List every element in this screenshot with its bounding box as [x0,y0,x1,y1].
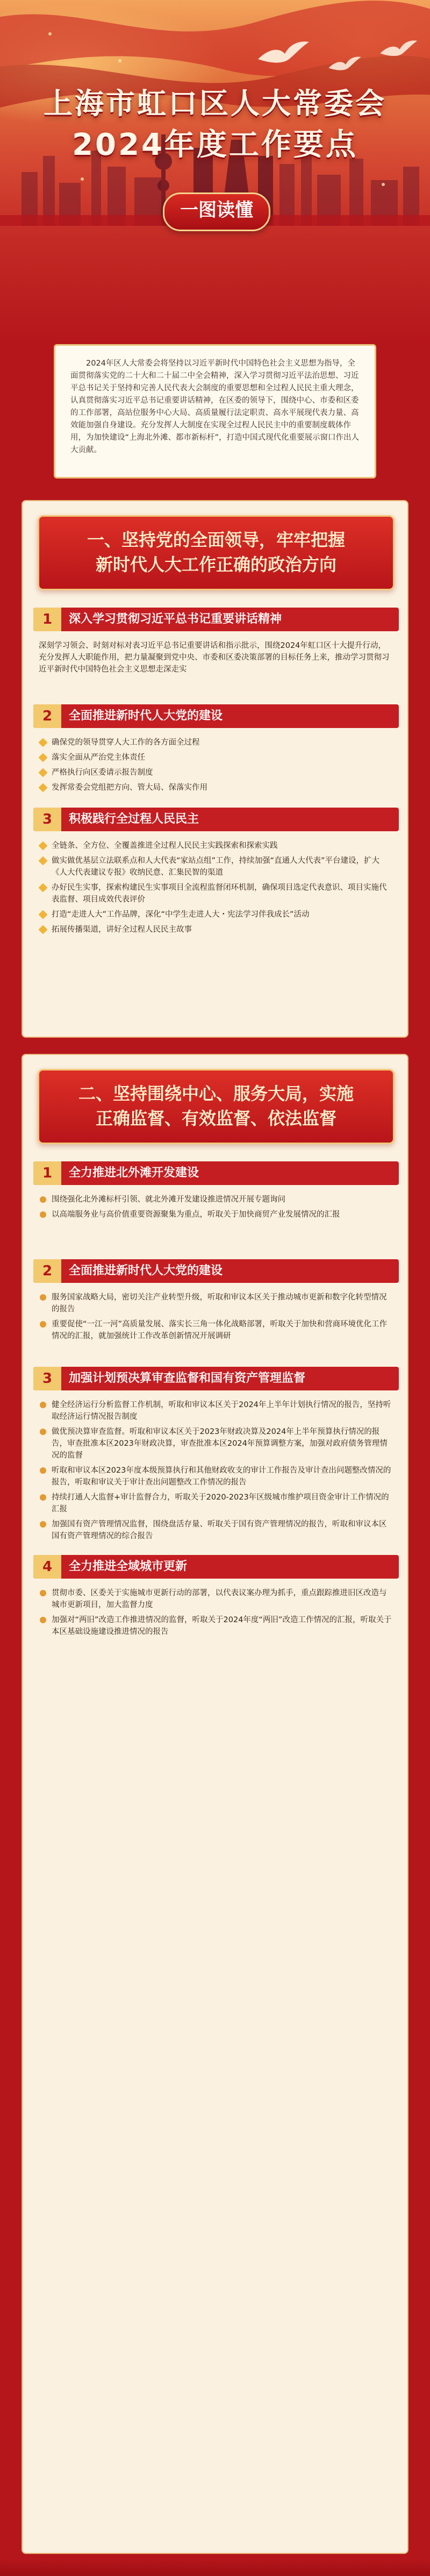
list-item: 落实全面从严治党主体责任 [39,752,393,763]
subsection-number: 1 [33,1161,61,1185]
sparkle-icon [81,177,84,181]
circle-bullet-icon [40,1321,46,1328]
subsection-title: 全力推进全域城市更新 [69,1560,188,1573]
diamond-bullet-icon [39,738,48,747]
read-at-a-glance-badge: 一图读懂 [163,192,270,231]
diamond-bullet-icon [39,883,48,893]
bullet-list [39,1399,393,1545]
subsection-title: 加强计划预决算审查监督和国有资产管理监督 [69,1372,306,1385]
circle-bullet-icon [40,1521,46,1528]
list-item: 贯彻市委、区委关于实施城市更新行动的部署，以代表议案办理为抓手，重点跟踪推进旧区改造与城市更新项目，加大监督力度 [39,1587,393,1611]
list-item: 发挥常委会党组把方向、管大局、保落实作用 [39,782,393,794]
circle-bullet-icon [40,1590,46,1596]
sparkle-icon [118,59,121,62]
header-banner [0,0,430,344]
list-item: 办好民生实事，探索构建民生实事项目全流程监督闭环机制，确保项目选定代表意识、项目实施代表监督、项目成效代表评价 [39,882,393,905]
list-item: 围绕强化北外滩标杆引领、就北外滩开发建设推进情况开展专题询问 [39,1194,393,1205]
bullet-list [39,840,393,939]
subsection-header [33,704,399,728]
list-item: 打造“走进人大”工作品牌，深化“中学生走进人大・宪法学习伴我成长”活动 [39,909,393,920]
diamond-bullet-icon [39,768,48,777]
subsection-title: 深入学习贯彻习近平总书记重要讲话精神 [69,612,282,626]
list-item: 听取和审议本区2023年度本级预算执行和其他财政收支的审计工作报告及审计查出问题整改情况的报告，听取和审议关于审计查出问题整改工作情况的报告 [39,1465,393,1488]
circle-bullet-icon [40,1402,46,1408]
sparkle-icon [382,183,385,186]
section-heading-line: 新时代人大工作正确的政治方向 [95,554,336,575]
diamond-bullet-icon [39,841,48,851]
footer-strip [0,2559,430,2576]
subsection-header [33,808,399,831]
section-political-direction [22,500,408,1038]
page-title: 上海市虹口区人大常委会 [44,87,386,120]
list-item: 做优预决算审查监督。听取和审议本区关于2023年财政决算及2024年上半年预算执行情况的报告，审查批准本区2023年财政决算，审查批准本区2024年预算调整方案，加强对政府债务管理情况的监督 [39,1426,393,1461]
circle-bullet-icon [40,1429,46,1435]
subsection-number: 3 [33,808,61,831]
subsection-number: 1 [33,608,61,631]
sparkle-icon [48,32,52,35]
diamond-bullet-icon [39,910,48,919]
subsection-title: 积极践行全过程人民民主 [69,812,199,826]
list-item: 确保党的领导贯穿人大工作的各方面全过程 [39,737,393,748]
subsection-number: 2 [33,1259,61,1283]
circle-bullet-icon [40,1617,46,1623]
bullet-list [39,1587,393,1641]
dove-icon [325,54,363,75]
subsection-body: 深刻学习领会、时刻对标对表习近平总书记重要讲话和指示批示，围绕2024年虹口区十大提升行动，充分发挥人大职能作用，把力量凝聚到党中央、市委和区委决策部署的目标任务上来，推动学习贯彻习近平新时代中国特色社会主义思想走深走实 [39,641,390,674]
list-item: 加强对“两旧”改造工作推进情况的监督，听取关于2024年度“两旧”改造工作情况的汇报，听取关于本区基础设施建设推进情况的报告 [39,1614,393,1638]
list-item: 严格执行向区委请示报告制度 [39,767,393,779]
diamond-bullet-icon [39,925,48,934]
subsection-header [33,1161,399,1185]
list-item: 重要促使“一江一河”高质量发展、落实长三角一体化战略部署，听取关于加快和营商环境优化工作情况的汇报，就加强统计工作改革创新情况开展调研 [39,1318,393,1342]
subsection-title: 全面推进新时代人大党的建设 [69,709,223,723]
bullet-list [39,1291,393,1345]
section-heading-line: 一、坚持党的全面领导，牢牢把握 [87,530,345,550]
list-item: 服务国家战略大局，密切关注产业转型升级，听取和审议本区关于推动城市更新和数字化转型情况的报告 [39,1291,393,1315]
list-item: 全链条、全方位、全覆盖推进全过程人民民主实践探索和探索实践 [39,840,393,852]
list-item: 拓展传播渠道，讲好全过程人民民主故事 [39,924,393,936]
subsection-number: 2 [33,704,61,728]
section-heading-line: 正确监督、有效监督、依法监督 [95,1108,336,1129]
dove-icon [376,38,419,61]
list-item: 健全经济运行分析监督工作机制，听取和审议本区关于2024年上半年计划执行情况的报告，坚持听取经济运行情况报告制度 [39,1399,393,1423]
section-heading-line: 二、坚持围绕中心、服务大局，实施 [78,1083,354,1104]
section-heading [38,515,395,590]
subsection-header [33,1555,399,1579]
section-heading [38,1069,395,1144]
circle-bullet-icon [40,1211,46,1218]
diamond-bullet-icon [39,753,48,762]
circle-bullet-icon [40,1196,46,1203]
subsection-header [33,608,399,631]
intro-card: 2024年区人大常委会将坚持以习近平新时代中国特色社会主义思想为指导，全面贯彻落实党的二十大和二十届二中全会精神，深入学习贯彻习近平法治思想、习近平总书记关于坚持和完善人民代表大会制度的重要思想和全过程人民民主重大理念，认真贯彻落实习近平总书记重要讲话精神，在区委的领导下，围绕中心、市委和区委的工作部署，高站位服务中心大局、高质量履行法定职责、高水平展现代表力量、高效能加强自身建设。充分发挥人大制度在实现全过程人民民主中的重要制度载体作用，为加快建设“上海北外滩、都市新标杆”，打造中国式现代化重要展示窗口作出人大贡献。 [54,344,376,479]
diamond-bullet-icon [39,857,48,866]
bullet-list [39,737,393,797]
subsection-header [33,1259,399,1283]
circle-bullet-icon [40,1494,46,1501]
circle-bullet-icon [40,1467,46,1474]
bullet-list [39,1194,393,1224]
section-supervision [22,1054,408,2554]
list-item: 做实做优基层立法联系点和人大代表“家站点组”工作，持续加强“直通人大代表”平台建设，扩大《人大代表建议专报》收纳民意、汇集民智的渠道 [39,855,393,879]
circle-bullet-icon [40,1294,46,1301]
list-item: 加强国有资产管理情况监督，围绕盘活存量、听取关于国有资产管理情况的报告，听取和审议本区国有资产管理情况的综合报告 [39,1518,393,1542]
subsection-number: 3 [33,1367,61,1390]
list-item: 持续打通人大监督+审计监督合力，听取关于2020-2023年区级城市维护项目资金审计工作情况的汇报 [39,1492,393,1515]
subsection-title: 全面推进新时代人大党的建设 [69,1264,223,1278]
subsection-number: 4 [33,1555,61,1579]
diamond-bullet-icon [39,783,48,793]
list-item: 以高端服务业与高价值重要资源聚集为重点，听取关于加快商贸产业发展情况的汇报 [39,1209,393,1221]
dove-icon [253,38,312,70]
subsection-title: 全力推进北外滩开发建设 [69,1166,199,1180]
page-subtitle: 2024年度工作要点 [72,127,358,162]
subsection-header [33,1367,399,1390]
